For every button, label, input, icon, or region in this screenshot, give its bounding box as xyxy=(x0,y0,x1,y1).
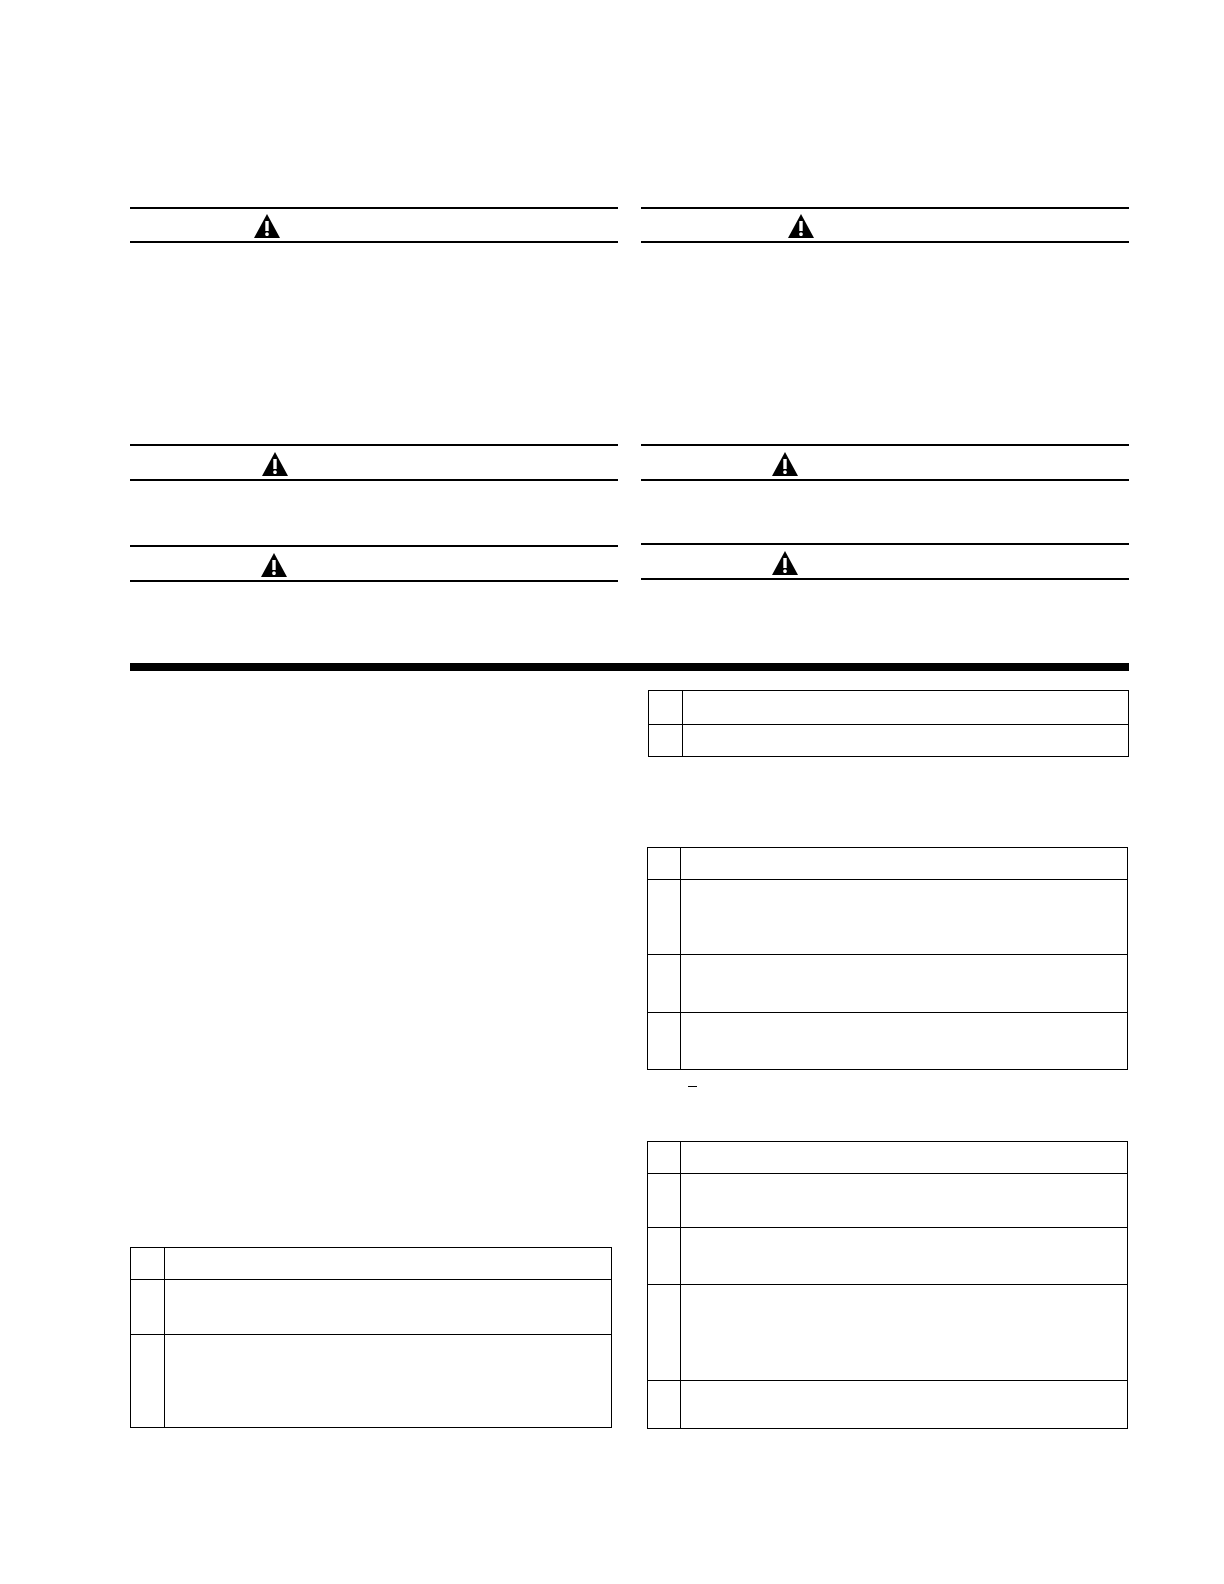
dash-mark xyxy=(688,1086,697,1087)
table-row xyxy=(649,724,1128,757)
warning-triangle-icon xyxy=(771,550,799,576)
table-row xyxy=(648,1284,1127,1380)
warning-top-rule xyxy=(130,444,618,446)
table-row xyxy=(648,1227,1127,1285)
table-row xyxy=(131,1279,611,1334)
table-right-2 xyxy=(647,847,1128,1070)
table-row xyxy=(649,691,1128,724)
warning-triangle-icon xyxy=(771,451,799,477)
warning-top-rule xyxy=(641,543,1129,545)
warning-bottom-rule xyxy=(641,241,1129,243)
table-row xyxy=(131,1334,611,1429)
table-row xyxy=(648,1380,1127,1430)
table-row xyxy=(648,879,1127,954)
warning-bottom-rule xyxy=(130,580,618,582)
table-left-1 xyxy=(130,1247,612,1428)
table-row xyxy=(131,1248,611,1280)
warning-bottom-rule xyxy=(641,479,1129,481)
warning-triangle-icon xyxy=(260,552,288,578)
table-right-1 xyxy=(648,690,1129,757)
warning-triangle-icon xyxy=(261,451,289,477)
warning-top-rule xyxy=(641,444,1129,446)
table-right-3 xyxy=(647,1141,1128,1429)
warning-bottom-rule xyxy=(130,241,618,243)
warning-triangle-icon xyxy=(787,213,815,239)
warning-top-rule xyxy=(130,545,618,547)
warning-top-rule xyxy=(641,207,1129,209)
table-row xyxy=(648,1142,1127,1174)
table-row xyxy=(648,848,1127,880)
table-row xyxy=(648,1173,1127,1227)
warning-top-rule xyxy=(130,207,618,209)
warning-triangle-icon xyxy=(253,213,281,239)
section-divider xyxy=(130,663,1129,671)
table-row xyxy=(648,954,1127,1012)
warning-bottom-rule xyxy=(130,479,618,481)
table-row xyxy=(648,1012,1127,1070)
warning-bottom-rule xyxy=(641,578,1129,580)
